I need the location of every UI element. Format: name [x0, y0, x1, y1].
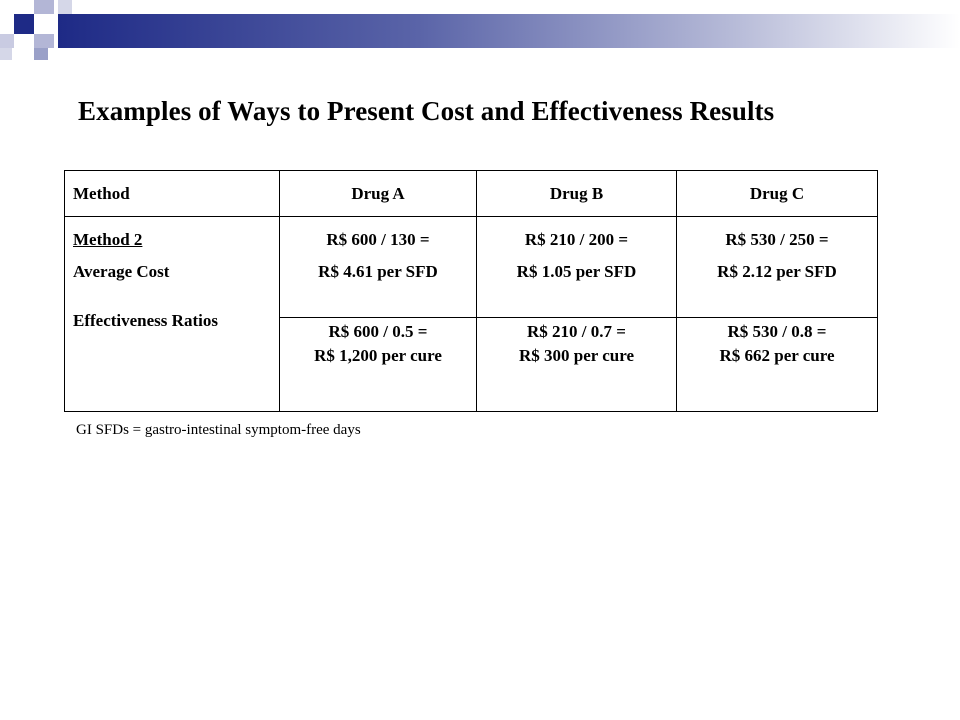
drug-b-sfd-calc: R$ 210 / 200 =: [524, 230, 629, 249]
drug-a-cure-calc: R$ 600 / 0.5 =: [328, 322, 428, 341]
decor-square: [0, 48, 12, 60]
method-line-average-cost: Average Cost: [73, 262, 170, 281]
decor-square: [34, 0, 54, 14]
header-divider: [64, 216, 878, 217]
table-border-left: [64, 170, 65, 412]
method-name: Method 2: [73, 230, 143, 249]
header-drug-b: Drug B: [549, 184, 604, 203]
decor-square: [14, 14, 34, 34]
drug-c-sfd-calc: R$ 530 / 250 =: [725, 230, 829, 249]
decor-square: [34, 34, 54, 48]
drug-c-cure-calc: R$ 530 / 0.8 =: [727, 322, 827, 341]
decor-square: [58, 0, 72, 14]
table-border-right: [877, 170, 878, 412]
results-table: [64, 170, 878, 412]
page-title: Examples of Ways to Present Cost and Effectiveness Results: [78, 96, 775, 126]
header-drug-c: Drug C: [749, 184, 805, 203]
drug-a-cure-result: R$ 1,200 per cure: [314, 346, 442, 365]
header-drug-a: Drug A: [351, 184, 405, 203]
header-decoration: [0, 0, 960, 60]
footnote: GI SFDs = gastro-intestinal symptom-free days: [76, 422, 361, 438]
drug-a-sfd-calc: R$ 600 / 130 =: [326, 230, 430, 249]
drug-b-sfd-result: R$ 1.05 per SFD: [516, 262, 637, 281]
drug-c-sfd-result: R$ 2.12 per SFD: [717, 262, 837, 281]
drug-a-sfd-result: R$ 4.61 per SFD: [318, 262, 438, 281]
drug-b-cure-result: R$ 300 per cure: [518, 346, 635, 365]
drug-b-cure-calc: R$ 210 / 0.7 =: [527, 322, 626, 341]
table-border-top: [64, 170, 878, 171]
row-divider: [279, 317, 878, 318]
table-border-bottom: [64, 411, 878, 412]
drug-c-cure-result: R$ 662 per cure: [719, 346, 835, 365]
method-line-ratios: Effectiveness Ratios: [73, 311, 218, 330]
decor-square: [34, 48, 48, 60]
decor-square: [0, 34, 14, 48]
header-method: Method: [73, 184, 130, 203]
gradient-bar: [58, 14, 960, 48]
